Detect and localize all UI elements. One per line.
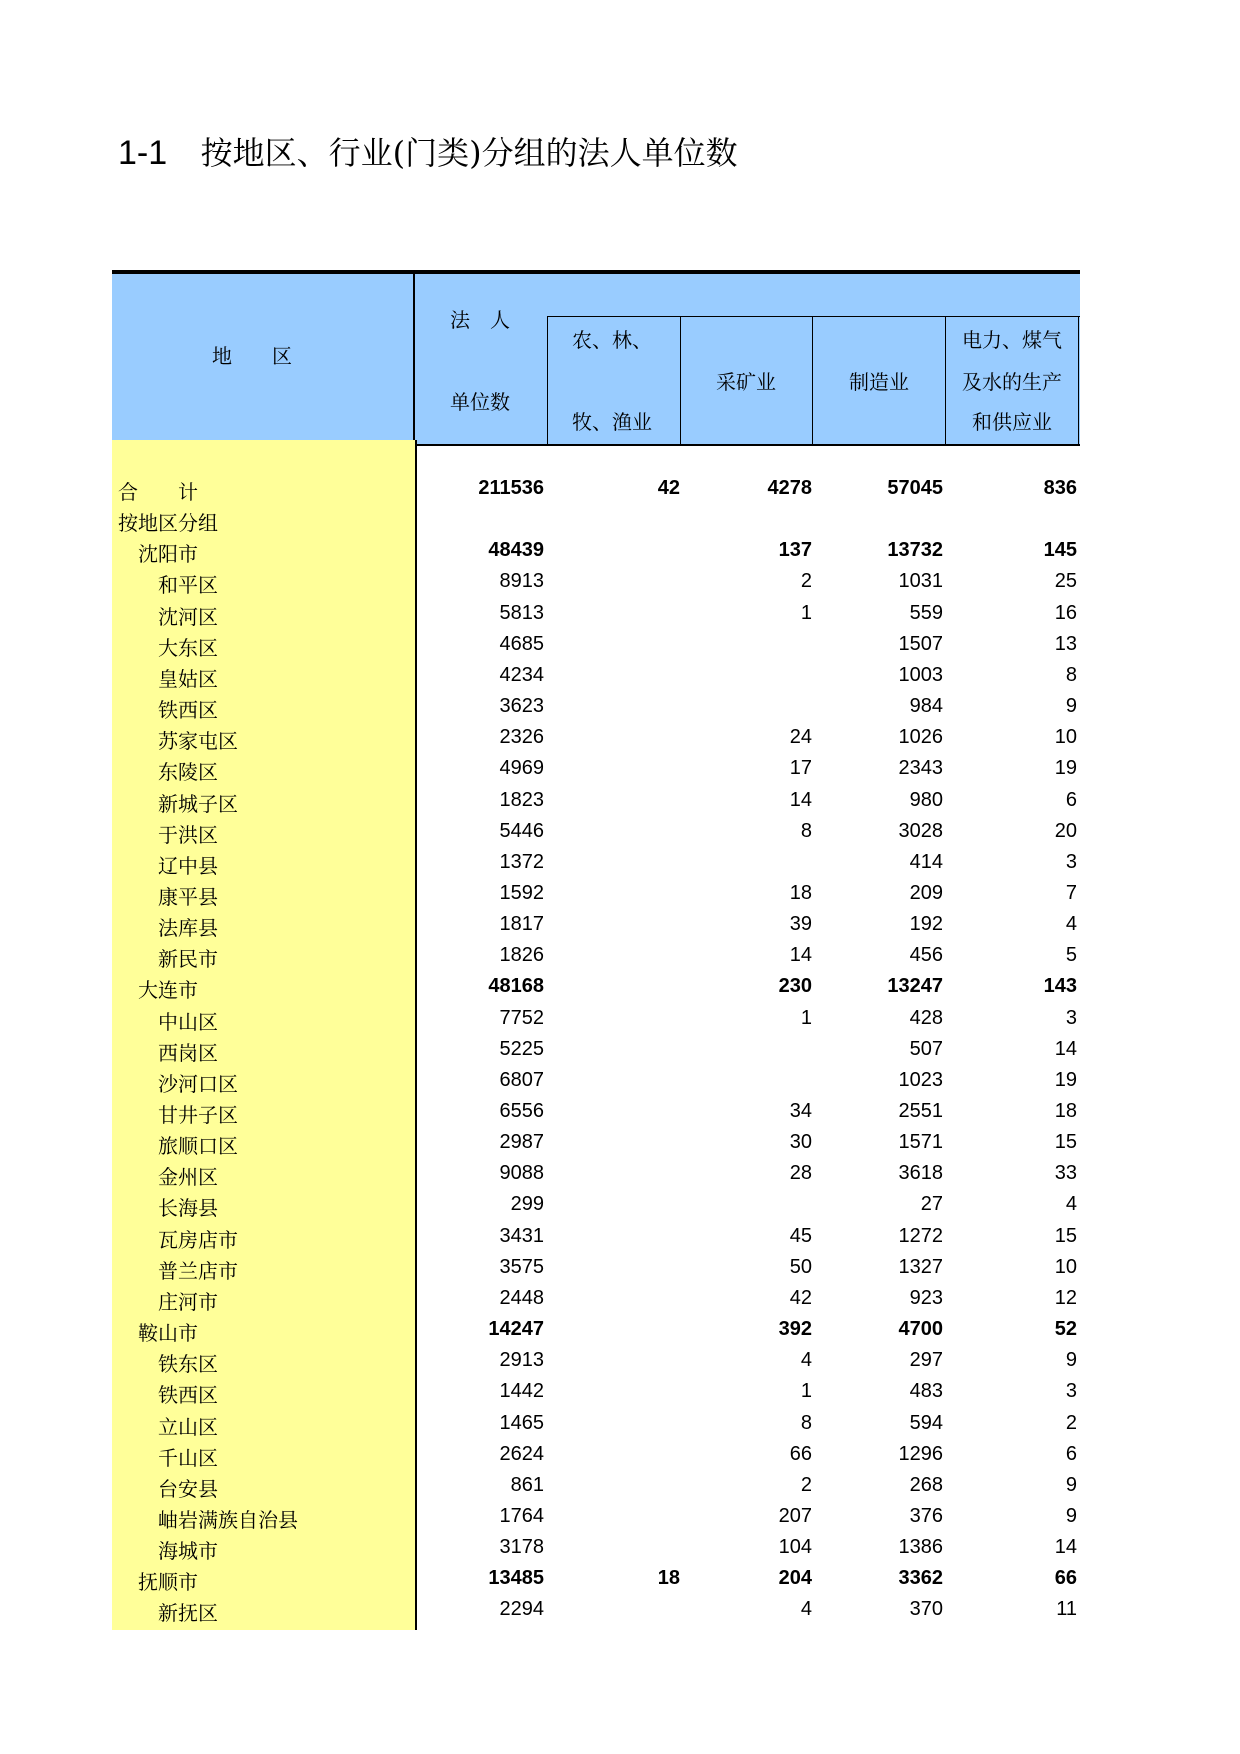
region-name: 于洪区 [158, 822, 218, 847]
cell-value: 17 [789, 757, 812, 780]
cell-value: 3431 [499, 1224, 544, 1247]
cell-value: 230 [778, 975, 812, 998]
region-name: 沈阳市 [138, 542, 198, 567]
table-row [112, 503, 1080, 534]
cell-value: 4278 [767, 477, 812, 499]
cell-value: 25 [1054, 570, 1077, 593]
region-name: 台安县 [158, 1476, 218, 1501]
cell-value: 3623 [499, 695, 544, 718]
table-row [112, 659, 1080, 690]
cell-value: 19 [1054, 757, 1077, 780]
table-row [112, 1033, 1080, 1064]
cell-value: 861 [510, 1473, 544, 1496]
cell-value: 1507 [898, 632, 943, 655]
cell-value: 6556 [499, 1100, 544, 1122]
cell-value: 299 [510, 1193, 544, 1216]
cell-value: 3028 [898, 819, 943, 842]
table-row [112, 565, 1080, 596]
cell-value: 1 [800, 1006, 812, 1029]
region-name: 康平县 [158, 884, 218, 909]
table-row [112, 815, 1080, 846]
region-name: 铁西区 [158, 1383, 218, 1408]
table-row [112, 1126, 1080, 1157]
cell-value: 8 [1065, 663, 1077, 686]
cell-value: 20 [1054, 819, 1077, 842]
header-subline [548, 316, 1080, 317]
cell-value: 428 [909, 1006, 943, 1029]
cell-value: 392 [778, 1318, 812, 1341]
region-name: 沙河口区 [158, 1071, 238, 1096]
cell-value: 297 [909, 1349, 943, 1372]
region-name: 法库县 [158, 916, 218, 941]
cell-value: 9 [1065, 695, 1077, 718]
cell-value: 1826 [499, 944, 544, 967]
cell-value: 27 [920, 1193, 943, 1216]
cell-value: 5 [1065, 944, 1077, 967]
cell-value: 5813 [499, 601, 544, 624]
cell-value: 4700 [898, 1318, 943, 1341]
cell-value: 1823 [499, 788, 544, 811]
table-row [112, 1407, 1080, 1438]
cell-value: 52 [1054, 1318, 1077, 1341]
header-col2-bottom: 牧、渔业 [572, 410, 652, 434]
cell-value: 137 [778, 539, 812, 562]
cell-value: 14 [1054, 1536, 1077, 1559]
cell-value: 9 [1065, 1349, 1077, 1372]
cell-value: 3362 [898, 1567, 943, 1590]
header-divider [1078, 316, 1079, 444]
region-name: 皇姑区 [158, 666, 218, 691]
cell-value: 984 [909, 695, 943, 718]
region-name: 中山区 [158, 1009, 218, 1034]
region-name: 大连市 [138, 978, 198, 1003]
table-row [112, 1531, 1080, 1562]
cell-value: 145 [1043, 539, 1077, 562]
cell-value: 1026 [898, 726, 943, 749]
table-row [112, 1375, 1080, 1406]
cell-value: 9088 [499, 1162, 544, 1185]
cell-value: 45 [789, 1224, 812, 1247]
cell-value: 2294 [499, 1598, 544, 1621]
cell-value: 6807 [499, 1068, 544, 1091]
cell-value: 8 [800, 1411, 812, 1434]
cell-value: 48439 [488, 539, 544, 562]
cell-value: 1817 [499, 913, 544, 936]
table-row [112, 1282, 1080, 1313]
cell-value: 16 [1054, 601, 1077, 624]
cell-value: 376 [909, 1504, 943, 1527]
cell-value: 2913 [499, 1349, 544, 1372]
region-name: 金州区 [158, 1165, 218, 1190]
header-col1-top: 法 人 [450, 308, 510, 332]
cell-value: 1 [800, 601, 812, 624]
header-col1-bottom: 单位数 [450, 390, 510, 414]
cell-value: 209 [909, 881, 943, 904]
cell-value: 6 [1065, 788, 1077, 811]
region-name: 旅顺口区 [158, 1134, 238, 1159]
cell-value: 57045 [887, 477, 943, 499]
cell-value: 207 [778, 1504, 812, 1527]
cell-value: 192 [909, 913, 943, 936]
cell-value: 1296 [898, 1442, 943, 1465]
cell-value: 594 [909, 1411, 943, 1434]
region-name: 海城市 [158, 1539, 218, 1564]
region-name: 立山区 [158, 1414, 218, 1439]
table-row [112, 1344, 1080, 1375]
cell-value: 13247 [887, 975, 943, 998]
cell-value: 370 [909, 1598, 943, 1621]
cell-value: 1327 [898, 1255, 943, 1278]
cell-value: 8 [800, 819, 812, 842]
table-row [112, 908, 1080, 939]
cell-value: 4969 [499, 757, 544, 780]
header-divider [680, 316, 681, 444]
cell-value: 836 [1043, 477, 1077, 499]
cell-value: 4 [800, 1349, 812, 1372]
cell-value: 15 [1054, 1131, 1077, 1154]
cell-value: 4234 [499, 663, 544, 686]
cell-value: 10 [1054, 1255, 1077, 1278]
cell-value: 1592 [499, 881, 544, 904]
region-name: 新抚区 [158, 1601, 218, 1626]
table-row [112, 1188, 1080, 1219]
region-name: 大东区 [158, 635, 218, 660]
cell-value: 456 [909, 944, 943, 967]
cell-value: 414 [909, 850, 943, 873]
region-name: 铁西区 [158, 698, 218, 723]
cell-value: 28 [789, 1162, 812, 1185]
region-name: 岫岩满族自治县 [158, 1507, 298, 1532]
cell-value: 14 [789, 788, 812, 811]
cell-value: 13485 [488, 1567, 544, 1590]
cell-value: 7752 [499, 1006, 544, 1029]
cell-value: 4 [1065, 1193, 1077, 1216]
cell-value: 48168 [488, 975, 544, 998]
cell-value: 12 [1054, 1286, 1077, 1309]
cell-value: 3 [1065, 850, 1077, 873]
table-row [112, 472, 1080, 503]
table-row [112, 721, 1080, 752]
table-row [112, 1593, 1080, 1624]
cell-value: 3178 [499, 1536, 544, 1559]
table-row [112, 1313, 1080, 1344]
cell-value: 2 [1065, 1411, 1077, 1434]
region-name: 按地区分组 [118, 511, 218, 536]
region-name: 普兰店市 [158, 1258, 238, 1283]
cell-value: 14 [1054, 1037, 1077, 1060]
region-name: 合 计 [118, 480, 198, 504]
cell-value: 39 [789, 913, 812, 936]
table-row [112, 752, 1080, 783]
region-name: 铁东区 [158, 1352, 218, 1377]
cell-value: 4 [1065, 913, 1077, 936]
table-row [112, 784, 1080, 815]
cell-value: 13 [1054, 632, 1077, 655]
cell-value: 3575 [499, 1255, 544, 1278]
cell-value: 66 [789, 1442, 812, 1465]
cell-value: 30 [789, 1131, 812, 1154]
cell-value: 14247 [488, 1318, 544, 1341]
cell-value: 483 [909, 1380, 943, 1403]
table-row [112, 1469, 1080, 1500]
cell-value: 211536 [478, 477, 544, 499]
cell-value: 2448 [499, 1286, 544, 1309]
cell-value: 14 [789, 944, 812, 967]
cell-value: 204 [778, 1567, 812, 1590]
cell-value: 42 [657, 477, 680, 499]
table-row [112, 597, 1080, 628]
cell-value: 4 [800, 1598, 812, 1621]
table-row [112, 690, 1080, 721]
cell-value: 3 [1065, 1380, 1077, 1403]
cell-value: 1386 [898, 1536, 943, 1559]
region-name: 苏家屯区 [158, 729, 238, 754]
cell-value: 66 [1054, 1567, 1077, 1590]
header-region: 地 区 [212, 344, 292, 368]
cell-value: 18 [789, 881, 812, 904]
table-row [112, 939, 1080, 970]
cell-value: 18 [657, 1567, 680, 1590]
region-name: 辽中县 [158, 853, 218, 878]
cell-value: 13732 [887, 539, 943, 562]
header-col5-line1: 电力、煤气 [962, 328, 1062, 352]
cell-value: 18 [1054, 1100, 1077, 1122]
region-name: 抚顺市 [138, 1570, 198, 1595]
cell-value: 3 [1065, 1006, 1077, 1029]
table-row [112, 534, 1080, 565]
region-name: 庄河市 [158, 1289, 218, 1314]
table-row [112, 1251, 1080, 1282]
table-row [112, 628, 1080, 659]
table-row [112, 1157, 1080, 1188]
cell-value: 1764 [499, 1504, 544, 1527]
table-header [112, 270, 1080, 446]
cell-value: 2 [800, 1473, 812, 1496]
region-name: 千山区 [158, 1445, 218, 1470]
cell-value: 1272 [898, 1224, 943, 1247]
cell-value: 268 [909, 1473, 943, 1496]
cell-value: 1442 [499, 1380, 544, 1403]
table-row [112, 877, 1080, 908]
cell-value: 5446 [499, 819, 544, 842]
table-row [112, 1095, 1080, 1126]
cell-value: 1 [800, 1380, 812, 1403]
cell-value: 1571 [898, 1131, 943, 1154]
cell-value: 507 [909, 1037, 943, 1060]
region-name: 沈河区 [158, 604, 218, 629]
header-divider [945, 316, 946, 444]
cell-value: 10 [1054, 726, 1077, 749]
table-row [112, 1002, 1080, 1033]
cell-value: 19 [1054, 1068, 1077, 1091]
cell-value: 24 [789, 726, 812, 749]
cell-value: 104 [778, 1536, 812, 1559]
cell-value: 11 [1056, 1598, 1077, 1621]
cell-value: 143 [1043, 975, 1077, 998]
cell-value: 980 [909, 788, 943, 811]
cell-value: 9 [1065, 1473, 1077, 1496]
cell-value: 2 [800, 570, 812, 593]
header-col2-top: 农、林、 [572, 328, 652, 352]
region-name: 西岗区 [158, 1040, 218, 1065]
cell-value: 9 [1065, 1504, 1077, 1527]
header-col4: 制造业 [849, 370, 909, 394]
cell-value: 923 [909, 1286, 943, 1309]
region-name: 鞍山市 [138, 1321, 198, 1346]
table-row [112, 970, 1080, 1001]
cell-value: 34 [789, 1100, 812, 1122]
region-name: 和平区 [158, 573, 218, 598]
cell-value: 33 [1054, 1162, 1077, 1185]
table-row [112, 1562, 1080, 1593]
cell-value: 1003 [898, 663, 943, 686]
table-row [112, 846, 1080, 877]
header-col3: 采矿业 [716, 370, 776, 394]
region-name: 甘井子区 [158, 1103, 238, 1127]
cell-value: 1372 [499, 850, 544, 873]
header-col5-line3: 和供应业 [972, 410, 1052, 434]
table-title: 按地区、行业(门类)分组的法人单位数 [200, 134, 738, 172]
region-name: 东陵区 [158, 760, 218, 785]
header-divider [812, 316, 813, 444]
cell-value: 7 [1065, 881, 1077, 904]
page-title [118, 128, 738, 174]
table-row [112, 1220, 1080, 1251]
cell-value: 1465 [499, 1411, 544, 1434]
table-row [112, 1500, 1080, 1531]
cell-value: 42 [789, 1286, 812, 1309]
cell-value: 1031 [898, 570, 943, 593]
cell-value: 50 [789, 1255, 812, 1278]
region-name: 新民市 [158, 947, 218, 972]
table-row [112, 1064, 1080, 1095]
cell-value: 15 [1054, 1224, 1077, 1247]
header-divider [413, 274, 415, 444]
region-name: 瓦房店市 [158, 1227, 238, 1252]
cell-value: 559 [909, 601, 943, 624]
cell-value: 8913 [499, 570, 544, 593]
cell-value: 6 [1065, 1442, 1077, 1465]
table-row [112, 1438, 1080, 1469]
cell-value: 5225 [499, 1037, 544, 1060]
cell-value: 2326 [499, 726, 544, 749]
cell-value: 1023 [898, 1068, 943, 1091]
cell-value: 2343 [898, 757, 943, 780]
cell-value: 3618 [898, 1162, 943, 1185]
header-divider [547, 316, 548, 444]
header-col5-line2: 及水的生产 [962, 370, 1062, 394]
cell-value: 2624 [499, 1442, 544, 1465]
cell-value: 2551 [898, 1100, 943, 1122]
region-name: 新城子区 [158, 791, 238, 816]
cell-value: 4685 [499, 632, 544, 655]
cell-value: 2987 [499, 1131, 544, 1154]
table-number: 1-1 [118, 134, 168, 172]
region-name: 长海县 [158, 1196, 218, 1221]
